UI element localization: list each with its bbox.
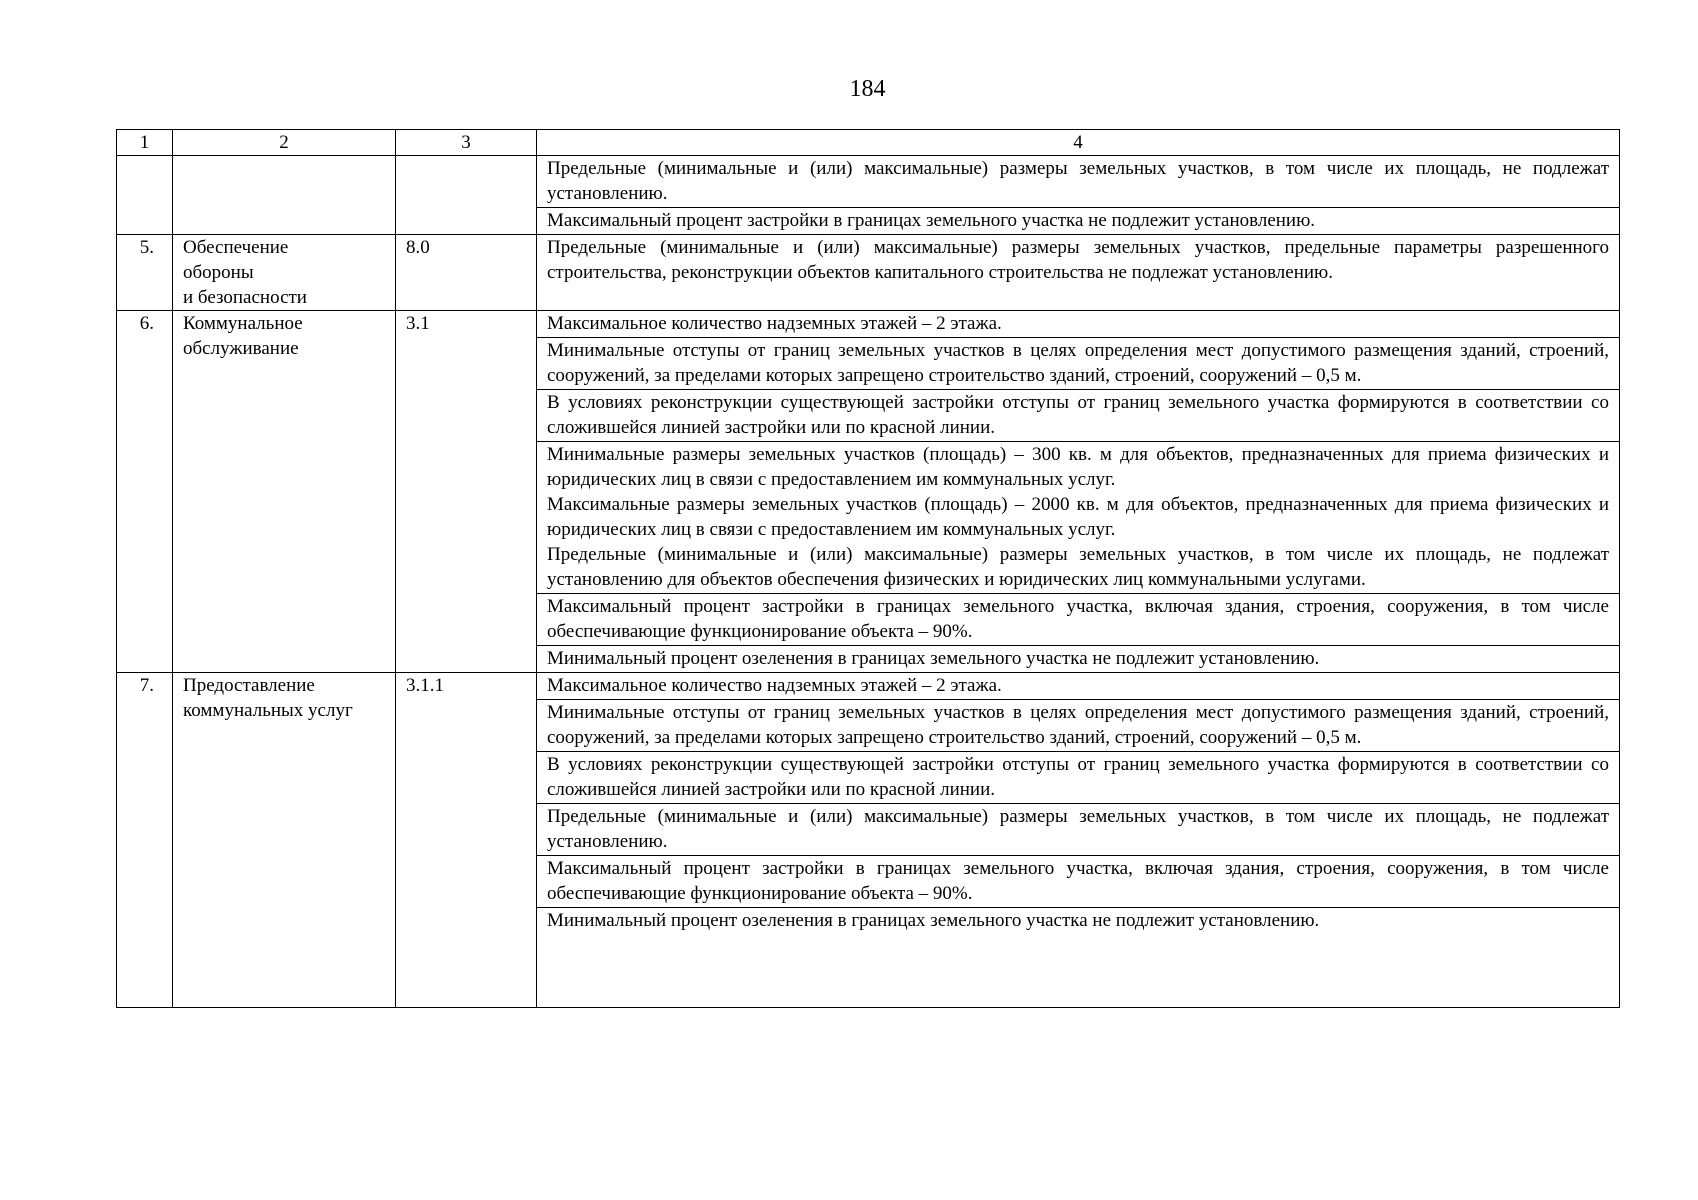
parameter-text: Максимальное количество надземных этажей – 2 этажа.	[547, 313, 1002, 334]
header-col-1: 1	[117, 130, 173, 156]
usage-type-name-line: Коммунальное	[183, 313, 303, 334]
usage-type-name	[173, 311, 396, 673]
parameter-block	[537, 337, 1619, 389]
row-number	[117, 156, 173, 235]
usage-type-name-line: Обеспечение	[183, 237, 289, 258]
parameter-block	[537, 235, 1619, 286]
usage-type-code: 3.1	[396, 311, 537, 673]
parameter-text: Минимальные отступы от границ земельных участков в целях определения мест допустимого размещения зданий, строений, сооружений, за пределами которых запрещено строительство зданий, строений, сооружений – 0,5 м.	[547, 702, 1609, 748]
parameter-text: В условиях реконструкции существующей застройки отступы от границ земельного участка формируются в соответствии со сложившейся линией застройки или по красной линии.	[547, 392, 1609, 438]
usage-type-name-line: обслуживание	[183, 338, 299, 359]
parameter-block	[537, 207, 1619, 234]
parameter-text: В условиях реконструкции существующей застройки отступы от границ земельного участка формируются в соответствии со сложившейся линией застройки или по красной линии.	[547, 754, 1609, 800]
parameter-block	[537, 907, 1619, 934]
parameter-text: Предельные (минимальные и (или) максимальные) размеры земельных участков, в том числе их площадь, не подлежат установлению.	[547, 158, 1609, 204]
parameter-text: Минимальные размеры земельных участков (площадь) – 300 кв. м для объектов, предназначенных для приема физических и юридических лиц в связи с предоставлением им коммунальных услуг.	[547, 444, 1609, 490]
header-col-4: 4	[537, 130, 1620, 156]
usage-type-name-line: обороны	[183, 262, 254, 283]
parameter-block	[537, 645, 1619, 672]
parameters-cell	[537, 311, 1620, 673]
header-col-2: 2	[173, 130, 396, 156]
parameters-cell	[537, 156, 1620, 235]
parameter-block	[537, 855, 1619, 907]
parameter-text: Максимальный процент застройки в границах земельного участка не подлежит установлению.	[547, 210, 1316, 231]
regulations-table	[116, 129, 1620, 1008]
usage-type-code: 8.0	[396, 235, 537, 311]
parameter-text: Максимальные размеры земельных участков (площадь) – 2000 кв. м для объектов, предназначенных для приема физических и юридических лиц в связи с предоставлением им коммунальных услуг.	[547, 494, 1609, 540]
parameter-block	[537, 673, 1619, 699]
usage-type-name	[173, 235, 396, 311]
parameter-text: Максимальный процент застройки в границах земельного участка, включая здания, строения, сооружения, в том числе обеспечивающие функционирование объекта – 90%.	[547, 858, 1609, 904]
table-row	[117, 311, 1620, 673]
parameter-text: Максимальное количество надземных этажей – 2 этажа.	[547, 675, 1002, 696]
row-number: 5.	[117, 235, 173, 311]
parameter-block	[537, 699, 1619, 751]
usage-type-name-line: коммунальных услуг	[183, 700, 353, 721]
parameter-text: Максимальный процент застройки в границах земельного участка, включая здания, строения, сооружения, в том числе обеспечивающие функционирование объекта – 90%.	[547, 596, 1609, 642]
table-header-row	[117, 130, 1620, 156]
table-row	[117, 156, 1620, 235]
parameter-block	[537, 803, 1619, 855]
table-row	[117, 673, 1620, 1008]
usage-type-name-line: Предоставление	[183, 675, 315, 696]
parameter-block	[537, 441, 1619, 593]
parameters-cell	[537, 235, 1620, 311]
parameter-block	[537, 311, 1619, 337]
usage-type-name	[173, 156, 396, 235]
usage-type-code	[396, 156, 537, 235]
parameter-text: Минимальный процент озеленения в границах земельного участка не подлежит установлению.	[547, 648, 1320, 669]
parameter-text: Предельные (минимальные и (или) максимальные) размеры земельных участков, предельные параметры разрешенного строительства, реконструкции объектов капитального строительства не подлежат установлению.	[547, 237, 1609, 283]
table-row	[117, 235, 1620, 311]
usage-type-name	[173, 673, 396, 1008]
parameter-text: Предельные (минимальные и (или) максимальные) размеры земельных участков, в том числе их площадь, не подлежат установлению.	[547, 806, 1609, 852]
row-number: 7.	[117, 673, 173, 1008]
page-number: 184	[849, 76, 886, 102]
parameter-block	[537, 389, 1619, 441]
parameter-block	[537, 593, 1619, 645]
parameter-block	[537, 156, 1619, 207]
parameter-block	[537, 751, 1619, 803]
row-number: 6.	[117, 311, 173, 673]
usage-type-name-line: и безопасности	[183, 287, 307, 308]
parameters-cell	[537, 673, 1620, 1008]
parameter-text: Предельные (минимальные и (или) максимальные) размеры земельных участков, в том числе их площадь, не подлежат установлению для объектов обеспечения физических и юридических лиц коммунальными услугами.	[547, 544, 1609, 590]
parameter-text: Минимальные отступы от границ земельных участков в целях определения мест допустимого размещения зданий, строений, сооружений, за пределами которых запрещено строительство зданий, строений, сооружений – 0,5 м.	[547, 340, 1609, 386]
header-col-3: 3	[396, 130, 537, 156]
parameter-text: Минимальный процент озеленения в границах земельного участка не подлежит установлению.	[547, 910, 1320, 931]
usage-type-code: 3.1.1	[396, 673, 537, 1008]
